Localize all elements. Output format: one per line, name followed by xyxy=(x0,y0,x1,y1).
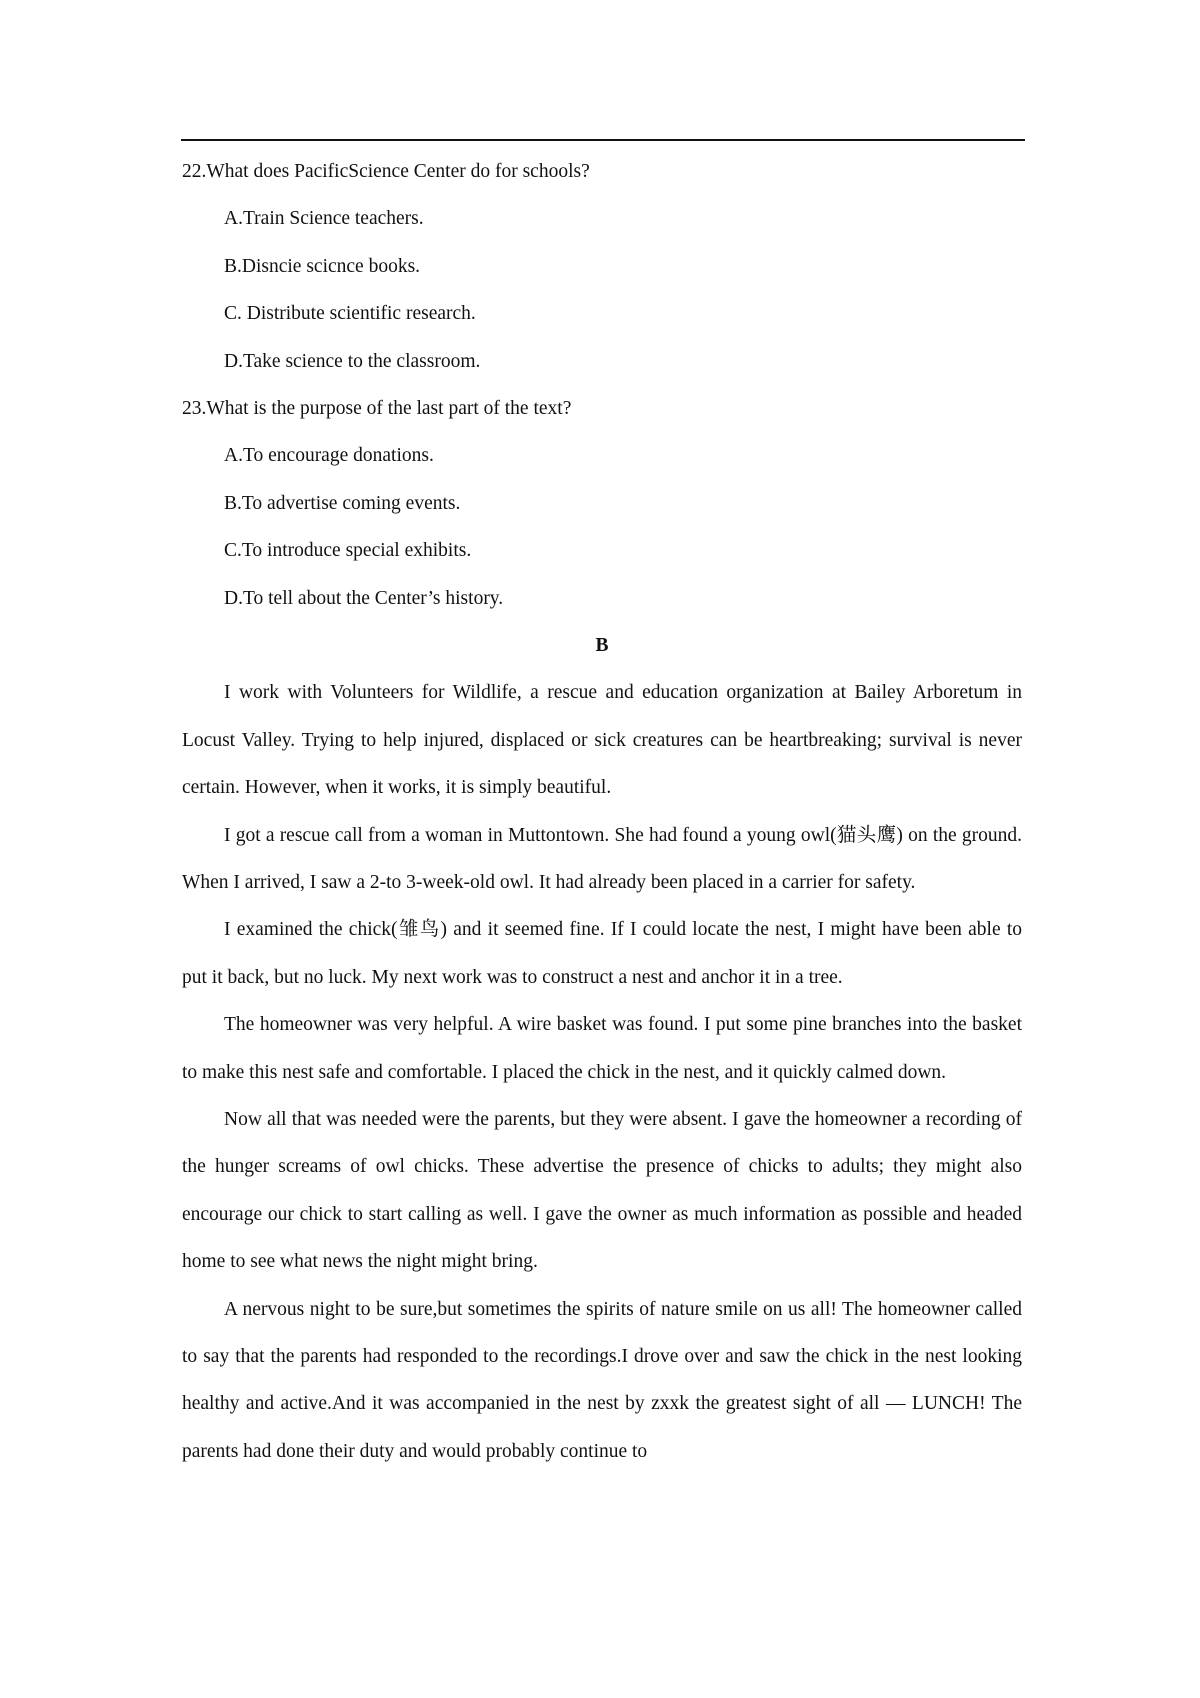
header-rule xyxy=(181,139,1025,141)
paragraph-3: I examined the chick(雏鸟) and it seemed fine. If I could locate the nest, I might have been able to put it back, but no luck. My next work was to construct a nest and anchor it in a tree. xyxy=(182,919,1022,988)
question-23-option-c: C.To introduce special exhibits. xyxy=(224,540,472,562)
question-22-option-c: C. Distribute scientific research. xyxy=(224,303,476,325)
paragraph-5: Now all that was needed were the parents, but they were absent. I gave the homeowner a recording of the hunger screams of owl chicks. These advertise the presence of chicks to adults; they might also encourage our chick to start calling as well. I gave the owner as much information as possible and headed home to see what news the night might bring. xyxy=(182,1108,1022,1273)
document-content xyxy=(182,148,1022,1475)
question-22-option-a: A.Train Science teachers. xyxy=(224,208,424,230)
question-22-option-d: D.Take science to the classroom. xyxy=(224,350,481,372)
paragraph-2: I got a rescue call from a woman in Muttontown. She had found a young owl(猫头鹰) on the ground. When I arrived, I saw a 2-to 3-week-old owl. It had already been placed in a carrier for safety. xyxy=(182,824,1022,893)
question-23-option-a: A.To encourage donations. xyxy=(224,445,434,467)
paragraph-4: The homeowner was very helpful. A wire basket was found. I put some pine branches into the basket to make this nest safe and comfortable. I placed the chick in the nest, and it quickly calmed down. xyxy=(182,1014,1022,1083)
question-23-option-b: B.To advertise coming events. xyxy=(224,492,461,514)
paragraph-1: I work with Volunteers for Wildlife, a rescue and education organization at Bailey Arboretum in Locust Valley. Trying to help injured, displaced or sick creatures can be heartbreaking; survival is never certain. However, when it works, it is simply beautiful. xyxy=(182,682,1022,799)
question-22-option-b: B.Disncie scicnce books. xyxy=(224,255,421,277)
question-23-stem: 23.What is the purpose of the last part of the text? xyxy=(182,397,572,419)
section-heading: B xyxy=(595,634,609,656)
question-22-stem: 22.What does PacificScience Center do for schools? xyxy=(182,161,590,182)
question-23-option-d: D.To tell about the Center’s history. xyxy=(224,587,504,609)
paragraph-6: A nervous night to be sure,but sometimes the spirits of nature smile on us all! The homeowner called to say that the parents had responded to the recordings.I drove over and saw the chick in the nest looking healthy and active.And it was accompanied in the nest by zxxk the greatest sight of all — LUNCH! The parents had done their duty and would probably continue to xyxy=(182,1298,1022,1462)
